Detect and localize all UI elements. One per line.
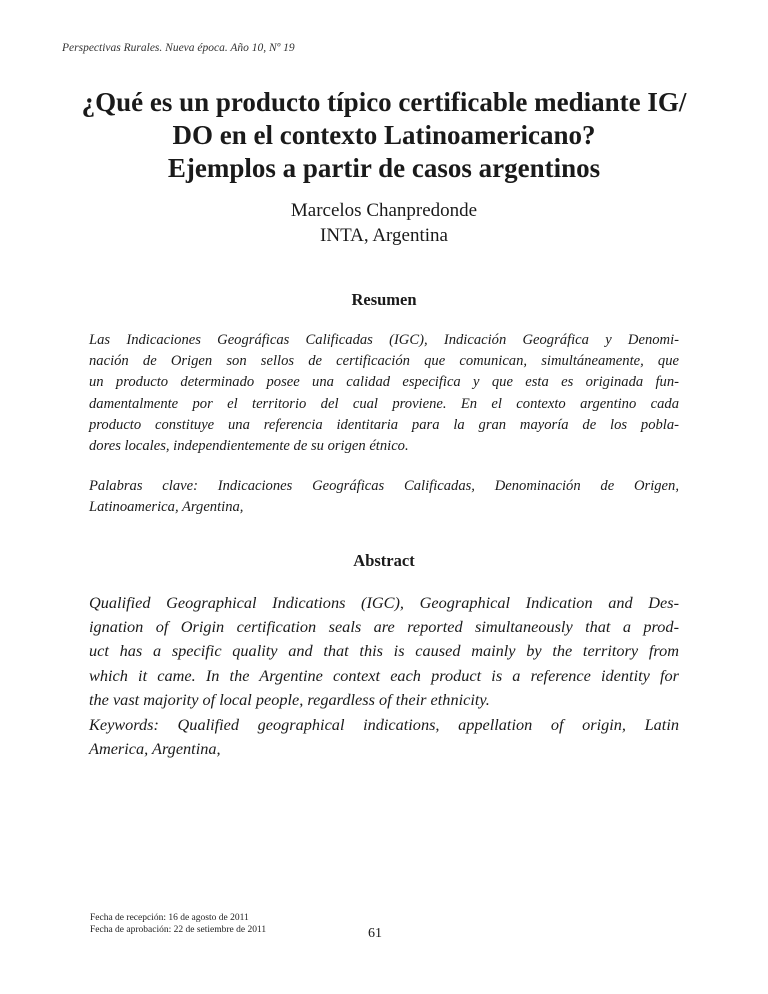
abstract-line: uct has a specific quality and that this is caused mainly by the territory from bbox=[89, 641, 679, 661]
palabras-clave bbox=[89, 476, 679, 518]
resumen-line: un producto determinado posee una calidad especifica y que esta es originada fun- bbox=[89, 374, 679, 391]
footnote-dates bbox=[90, 912, 266, 936]
article-title bbox=[60, 86, 708, 185]
title-line: Ejemplos a partir de casos argentinos bbox=[167, 153, 601, 183]
abstract-line: which it came. In the Argentine context each product is a reference identity for bbox=[89, 665, 679, 685]
resumen-heading: Resumen bbox=[351, 290, 417, 309]
palabras-clave-line: Palabras clave: Indicaciones Geográficas Calificadas, Denominación de Origen, bbox=[89, 478, 679, 494]
author-name: Marcelos Chanpredonde bbox=[290, 200, 478, 221]
keywords-line: Keywords: Qualified geographical indications, appellation of origin, Latin bbox=[89, 715, 679, 734]
abstract-paragraph bbox=[89, 591, 679, 712]
running-header: Perspectivas Rurales. Nueva época. Año 10, Nº 19 bbox=[62, 42, 295, 54]
resumen-line: damentalmente por el territorio del cual proviene. En el contexto argentino cada bbox=[89, 395, 679, 412]
keywords bbox=[89, 713, 679, 761]
resumen-line: producto constituye una referencia identitaria para la gran mayoría de los pobla- bbox=[89, 416, 679, 433]
approved-date: Fecha de aprobación: 22 de setiembre de 2011 bbox=[90, 925, 267, 935]
resumen-line: Las Indicaciones Geográficas Calificadas (IGC), Indicación Geográfica y Denomi- bbox=[89, 332, 679, 348]
received-date: Fecha de recepción: 16 de agosto de 2011 bbox=[90, 913, 249, 923]
abstract-line: ignation of Origin certification seals are reported simultaneously that a prod- bbox=[89, 617, 679, 637]
page-number: 61 bbox=[368, 926, 382, 941]
abstract-line: the vast majority of local people, regardless of their ethnicity. bbox=[89, 689, 490, 709]
title-line: DO en el contexto Latinoamericano? bbox=[172, 120, 596, 150]
title-line: ¿Qué es un producto típico certificable mediante IG/ bbox=[81, 87, 687, 117]
keywords-line: America, Argentina, bbox=[89, 739, 221, 759]
author-block bbox=[60, 198, 708, 248]
resumen-line: nación de Origen son sellos de certificación que comunican, simultáneamente, que bbox=[89, 353, 679, 370]
author-affiliation: INTA, Argentina bbox=[320, 225, 448, 246]
abstract-heading: Abstract bbox=[353, 551, 415, 570]
palabras-clave-line: Latinoamerica, Argentina, bbox=[89, 499, 244, 516]
abstract-line: Qualified Geographical Indications (IGC), Geographical Indication and Des- bbox=[89, 593, 679, 612]
resumen-line: dores locales, independientemente de su origen étnico. bbox=[89, 438, 409, 455]
resumen-paragraph bbox=[89, 330, 679, 457]
